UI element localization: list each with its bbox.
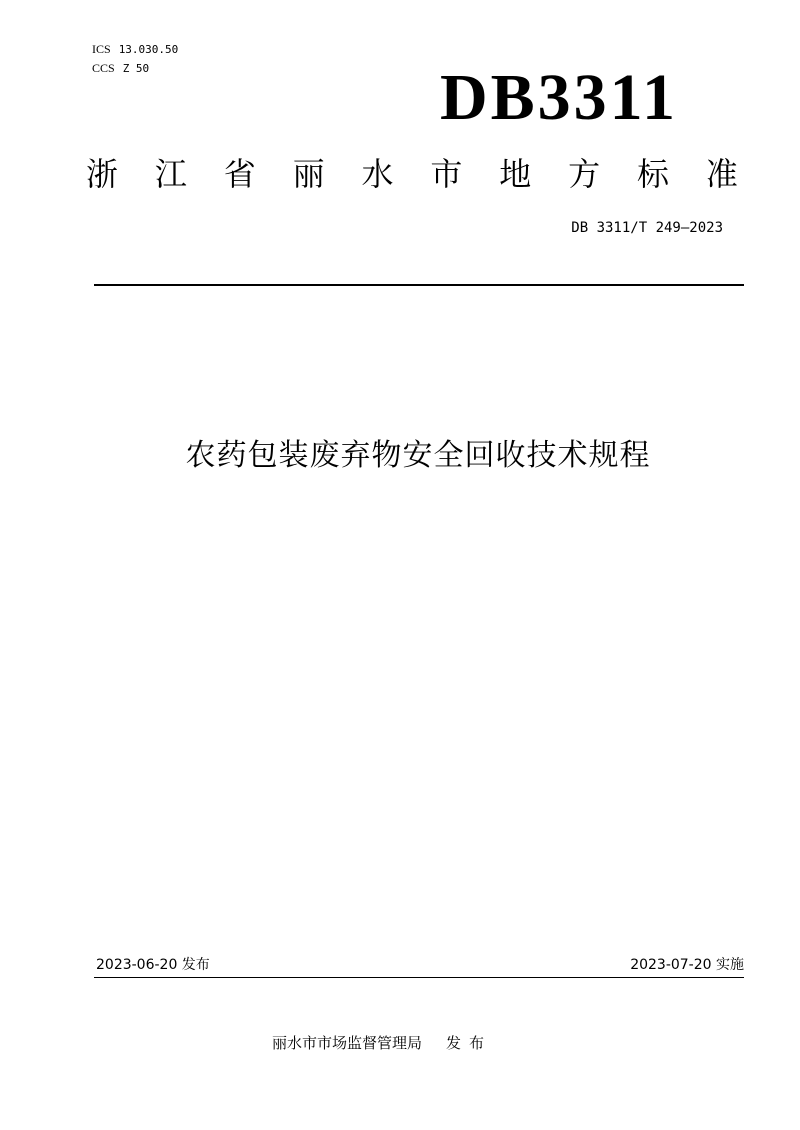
ccs-value: Z 50 [122, 62, 150, 75]
issuer-action: 发布 [446, 1034, 493, 1052]
standard-type-char: 水 [361, 155, 394, 193]
standard-type-char: 省 [223, 155, 256, 193]
publish-date: 2023-06-20 发布 [96, 957, 210, 973]
standard-type-char: 浙 [86, 155, 119, 193]
standard-code: DB3311 [439, 61, 678, 134]
standard-type [86, 150, 738, 198]
implement-date: 2023-07-20 实施 [630, 957, 744, 973]
standard-type-char: 准 [705, 155, 738, 193]
ccs-label: CCS [92, 61, 115, 75]
standard-type-char: 丽 [292, 155, 325, 193]
header-divider [94, 284, 744, 286]
footer-divider [94, 977, 744, 978]
ics-line [92, 40, 178, 59]
ics-value: 13.030.50 [118, 43, 179, 56]
standard-type-char: 方 [568, 155, 601, 193]
document-title: 农药包装废弃物安全回收技术规程 [185, 438, 651, 473]
classification-block [92, 40, 178, 78]
standard-number: DB 3311/T 249—2023 [571, 220, 723, 236]
standard-type-char: 标 [637, 155, 670, 193]
standard-type-char: 江 [154, 155, 187, 193]
standard-type-char: 地 [499, 155, 532, 193]
ccs-line [92, 59, 178, 78]
issuer-name: 丽水市市场监督管理局 [272, 1034, 423, 1052]
ics-label: ICS [92, 42, 111, 56]
standard-type-char: 市 [430, 155, 463, 193]
issuer-line [272, 1032, 492, 1054]
